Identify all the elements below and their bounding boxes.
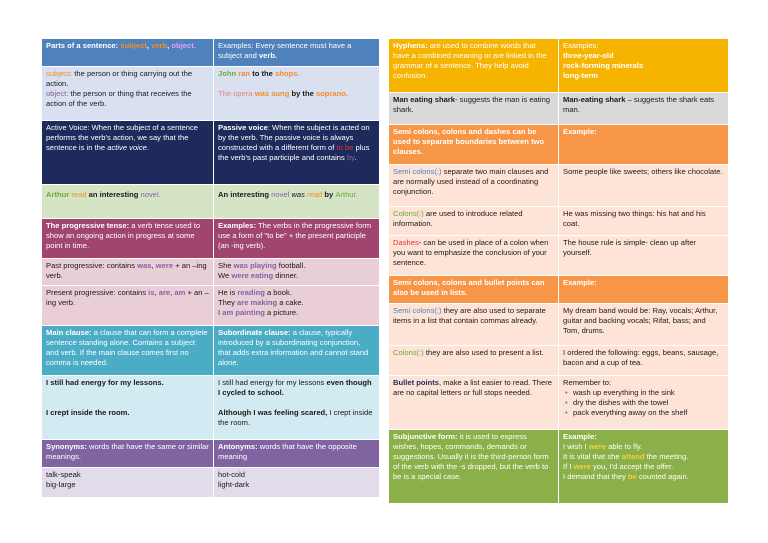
subject-definition xyxy=(42,67,214,121)
example-label: Example: xyxy=(563,432,597,441)
progressive-examples xyxy=(214,219,380,259)
object-term: object: xyxy=(46,89,69,99)
subject-term: subject: xyxy=(46,69,73,78)
a-book: a book. xyxy=(264,288,292,297)
semi-header xyxy=(389,125,559,165)
synonyms-label: Synonyms: xyxy=(46,442,87,451)
main-ex-1: I still had energy for my lessons. xyxy=(46,378,164,387)
was-playing: was playing xyxy=(233,261,277,270)
main-ex-2: I crept inside the room. xyxy=(46,408,130,418)
example-label: Example: xyxy=(563,127,597,136)
are: are xyxy=(158,288,171,297)
active-voice xyxy=(42,121,214,185)
shark-text-2: – suggests the shark eats man. xyxy=(563,95,715,115)
colons-term: Colons(:) xyxy=(393,348,424,357)
active-voice-italic: active voice xyxy=(107,143,147,153)
she: She xyxy=(218,261,234,270)
passive-voice-label: Passive voice xyxy=(218,123,268,132)
man-eating-hyphen: Man-eating shark xyxy=(563,95,626,104)
dashes-term: Dashes xyxy=(393,238,419,247)
progressive-label: The progressive tense: xyxy=(46,221,130,230)
although: Although I was feeling scared, xyxy=(218,408,328,418)
syn-2: big-large xyxy=(46,480,76,490)
arthur: Arthur. xyxy=(335,190,358,199)
to-be: to be xyxy=(336,143,354,153)
right-table xyxy=(389,39,729,504)
list-item: • wash up everything in the sink xyxy=(573,388,724,398)
john: John xyxy=(218,69,239,78)
were-2: were xyxy=(573,462,591,472)
subordinate-example xyxy=(214,376,380,440)
football: football. xyxy=(276,261,306,270)
semicolons-text: separate two main clauses and are normally used instead of a coordinating conjunction. xyxy=(393,167,549,197)
verb-word: verb xyxy=(151,41,168,50)
read: read xyxy=(71,190,87,199)
if-i: If I xyxy=(563,462,574,472)
by-word: by xyxy=(346,153,355,163)
comma: , xyxy=(170,288,175,297)
we: We xyxy=(218,271,232,281)
dashes-example xyxy=(559,236,729,276)
ant-1: hot-cold xyxy=(218,470,246,479)
parts-label: Parts of a sentence: xyxy=(46,41,121,50)
subjunctive-example xyxy=(559,430,729,504)
list-header xyxy=(389,276,559,304)
colons-term: Colons(:) xyxy=(393,209,424,218)
antonyms-label: Antonyms: xyxy=(218,442,258,451)
subordinate-clause xyxy=(214,326,380,376)
novel: novel xyxy=(271,190,290,199)
semicolons-list-text: they are also used to separate items in a list that contain commas already. xyxy=(393,306,546,326)
i: I xyxy=(218,308,223,318)
by-the: by the xyxy=(289,89,316,99)
even-though: even though I cycled to school. xyxy=(218,378,372,398)
subject-word: subject xyxy=(120,41,147,50)
object-word: object. xyxy=(171,41,196,50)
offer: you, I'd accept the offer. xyxy=(590,462,674,472)
bullet-list xyxy=(563,388,724,418)
am: am xyxy=(174,288,186,297)
novel: novel. xyxy=(140,190,161,199)
active-voice-text: Active Voice: When the subject of a sentence performs the verb's action, we say that the sentence is in the xyxy=(46,123,198,153)
parts-header xyxy=(42,39,214,67)
progressive-def xyxy=(42,219,214,259)
synonyms-example xyxy=(42,468,214,498)
semi-2-ex: My dream band would be: Ray, vocals; Arthur, guitar and backing vocals; Rifat, bass; and Tom, drums. xyxy=(563,306,718,336)
ran: ran xyxy=(238,69,251,78)
colon-2 xyxy=(389,346,559,376)
fly: able to fly. xyxy=(606,442,643,452)
antonyms-example xyxy=(214,468,380,498)
ex-1: three-year-old xyxy=(563,51,614,61)
was: was xyxy=(137,261,152,270)
colons-text: are used to introduce related information. xyxy=(393,209,523,229)
subjunctive xyxy=(389,430,559,504)
object-def: the person or thing that receives the action of the verb. xyxy=(46,89,192,109)
soprano: soprano. xyxy=(315,89,349,99)
past-example xyxy=(214,259,380,286)
antonyms xyxy=(214,440,380,468)
left-table xyxy=(42,39,380,498)
ing-verb: + an –ing verb. xyxy=(46,288,209,308)
dashes xyxy=(389,236,559,276)
past-text: Past progressive: contains xyxy=(46,261,138,270)
were: were xyxy=(588,442,607,452)
meeting: the meeting. xyxy=(644,452,689,462)
passive-voice xyxy=(214,121,380,185)
list-item: • pack everything away on the shelf xyxy=(573,408,724,418)
demand: I demand that they xyxy=(563,472,629,482)
colon-2-example xyxy=(559,346,729,376)
semi-1-example xyxy=(559,165,729,207)
dinner: dinner. xyxy=(273,271,299,281)
main-clause-text: a clause that can form a complete sentence standing alone. Contains a subject and verb. If the main clause comes first no comma is needed. xyxy=(46,328,208,368)
bullet-points-term: Bullet points xyxy=(393,378,439,387)
man-eating: Man eating shark xyxy=(393,95,456,104)
was: was xyxy=(289,190,308,199)
parts-examples-header xyxy=(214,39,380,67)
shark-2 xyxy=(559,93,729,125)
vital: It is vital that she xyxy=(563,452,622,462)
passive-example xyxy=(214,185,380,219)
dashes-ex: The house rule is simple- clean up after yourself. xyxy=(563,238,696,258)
hyphens-text: are used to combine words that have a combined meaning or are linked in the grammar of a sentence. They help avoid confusion. xyxy=(393,41,547,81)
be: be xyxy=(628,472,637,482)
sub-ex-2: I crept inside the room. xyxy=(218,408,373,428)
ant-2: light-dark xyxy=(218,480,250,490)
comma: , xyxy=(151,261,156,270)
synonyms xyxy=(42,440,214,468)
main-clause xyxy=(42,326,214,376)
colons-list-text: they are also used to present a list. xyxy=(423,348,544,357)
the-opera: The opera xyxy=(218,89,255,99)
subject-def: the person or thing carrying out the action. xyxy=(46,69,193,89)
list-header-example xyxy=(559,276,729,304)
he-is: He is xyxy=(218,288,238,297)
active-example xyxy=(42,185,214,219)
main-clause-label: Main clause: xyxy=(46,328,92,337)
semicolons-term: Semi colons(;) xyxy=(393,167,442,176)
list-item: • dry the dishes with the towel xyxy=(573,398,724,408)
present-text: Present progressive: contains xyxy=(46,288,149,297)
past-progressive xyxy=(42,259,214,286)
shops: shops. xyxy=(274,69,300,78)
progressive-text: a verb tense used to show an ongoing action in progress at some point in time. xyxy=(46,221,201,251)
by: by xyxy=(322,190,336,199)
is: is xyxy=(148,288,155,297)
am-painting: am painting xyxy=(222,308,265,318)
shark-text: - suggests the man is eating shark. xyxy=(393,95,551,115)
period: . xyxy=(146,143,150,153)
comma: , xyxy=(154,288,159,297)
were: were xyxy=(155,261,174,270)
semi-header-text: Semi colons, colons and dashes can be used to separate boundaries between two clauses. xyxy=(393,127,545,157)
wish: I wish I xyxy=(563,442,589,452)
ing-verb: + an –ing verb. xyxy=(46,261,207,281)
read: read xyxy=(307,190,323,199)
was-sung: was sung xyxy=(254,89,290,99)
ex-2: rock-forming minerals xyxy=(563,61,644,71)
present-example xyxy=(214,286,380,326)
syn-1: talk-speak xyxy=(46,470,81,479)
to-the: to the xyxy=(250,69,275,78)
hyphens xyxy=(389,39,559,93)
they: They xyxy=(218,298,237,308)
an-interesting: an interesting xyxy=(86,190,141,199)
semi-1-ex: Some people like sweets; others like chocolate. xyxy=(563,167,723,176)
dashes-text: - can be used in place of a colon when you want to emphasize the conclusion of your sentence. xyxy=(393,238,549,268)
colon-1-ex: He was missing two things: his hat and his coat. xyxy=(563,209,706,229)
hyphens-examples xyxy=(559,39,729,93)
passive-text-2: plus the verb's past participle and contains xyxy=(218,143,370,163)
were-eating: were eating xyxy=(231,271,274,281)
progressive-examples-text: The verbs in the progressive form use a form of "to be" + the present participle (an -ing verb). xyxy=(218,221,372,251)
sub-ex-1: I still had energy for my lessons xyxy=(218,378,327,387)
antonyms-text: words that have the opposite meaning xyxy=(218,442,357,462)
a-picture: a picture. xyxy=(264,308,299,318)
a-cake: a cake. xyxy=(277,298,304,308)
an-interesting: An interesting xyxy=(218,190,272,199)
reading: reading xyxy=(237,288,265,297)
bullet-points xyxy=(389,376,559,430)
remember-to: Remember to: xyxy=(563,378,612,387)
subjunctive-text: it is used to express wishes, hopes, commands, demands or suggestions. Usually it is the third-person form of the verb with the -s dropped, but the verb to be is a special case. xyxy=(393,432,549,482)
ex-3: long-term xyxy=(563,71,599,81)
examples-label: Examples: xyxy=(218,221,256,230)
bullet-example xyxy=(559,376,729,430)
synonyms-text: words that have the same or similar meanings. xyxy=(46,442,209,462)
semicolons-term: Semi colons(;) xyxy=(393,306,442,315)
example-label: Example: xyxy=(563,278,597,287)
examples-text: Examples: Every sentence must have a subject and xyxy=(218,41,352,61)
semi-header-example xyxy=(559,125,729,165)
comma: , xyxy=(167,41,170,50)
colon-1-example xyxy=(559,207,729,236)
verb-bold: verb. xyxy=(258,51,278,61)
hyphens-label: Hyphens: xyxy=(393,41,428,50)
semi-2 xyxy=(389,304,559,346)
passive-text: : When the subject is acted on by the verb. The passive voice is always constructed with a different form of xyxy=(218,123,370,153)
main-clause-example xyxy=(42,376,214,440)
subjunctive-label: Subjunctive form: xyxy=(393,432,458,441)
semi-2-example xyxy=(559,304,729,346)
subject-example xyxy=(214,67,380,121)
examples-label: Examples: xyxy=(563,41,599,50)
list-header-text: Semi colons, colons and bullet points can also be used in lists. xyxy=(393,278,545,298)
shark-1 xyxy=(389,93,559,125)
arthur: Arthur xyxy=(46,190,72,199)
are-making: are making xyxy=(237,298,278,308)
bullet-points-text: , make a list easier to read. There are no capital letters or full stops needed. xyxy=(393,378,552,398)
attend: attend xyxy=(621,452,645,462)
present-progressive xyxy=(42,286,214,326)
subordinate-text: a clause, typically introduced by a subordinating conjunction, that adds extra information and cannot stand alone. xyxy=(218,328,369,368)
comma: , xyxy=(146,41,152,50)
colon-1 xyxy=(389,207,559,236)
colon-2-ex: I ordered the following: eggs, beans, sausage, bacon and a cup of tea. xyxy=(563,348,719,368)
counted: counted again. xyxy=(636,472,689,482)
semi-1 xyxy=(389,165,559,207)
subordinate-label: Subordinate clause: xyxy=(218,328,291,337)
period: . xyxy=(354,153,357,163)
